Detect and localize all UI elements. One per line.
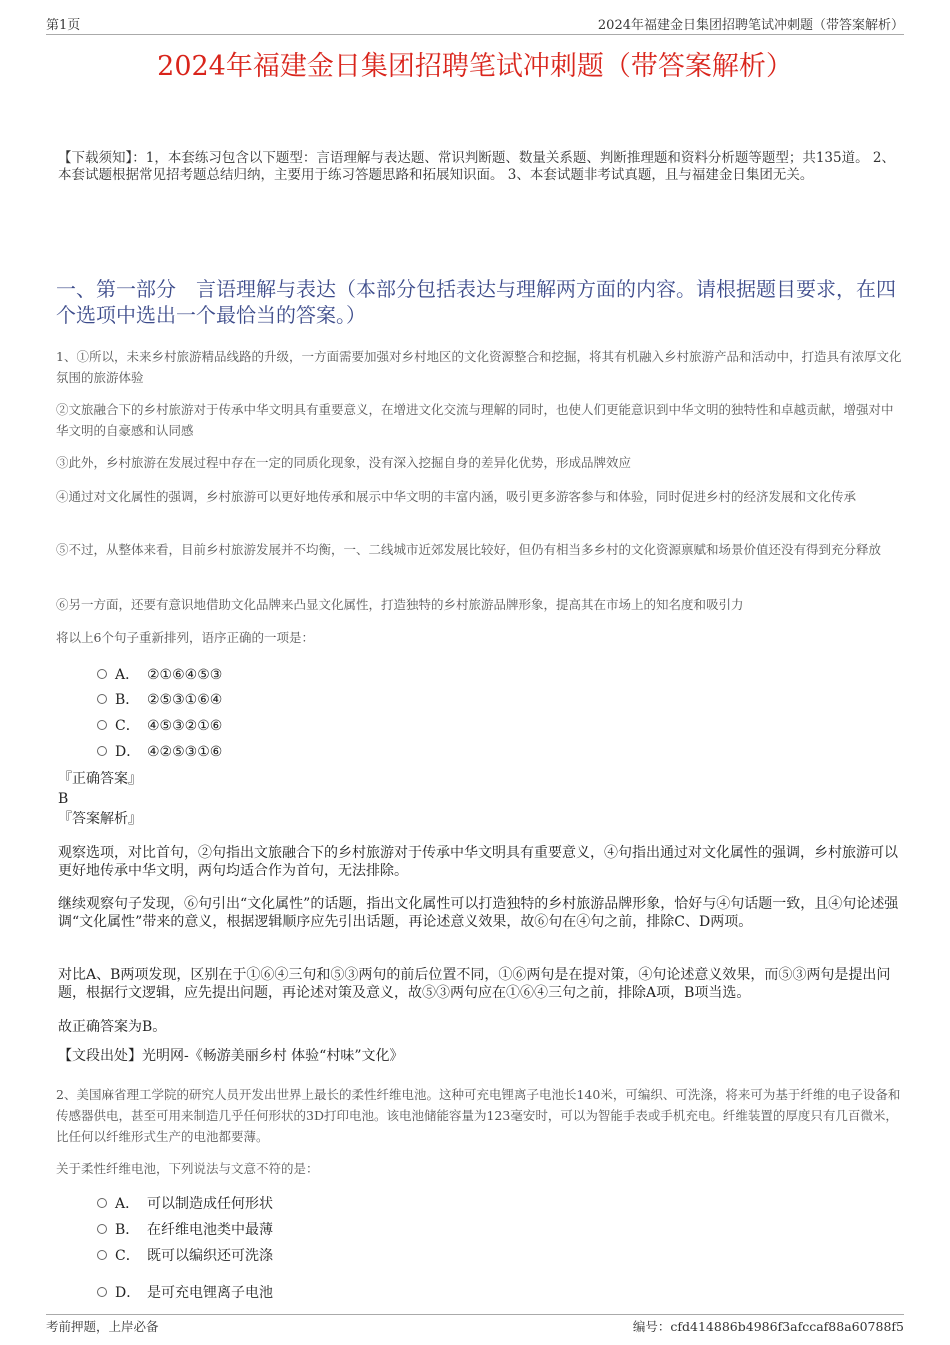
radio-icon[interactable]	[97, 1224, 107, 1234]
radio-icon[interactable]	[97, 1250, 107, 1260]
page-number: 第1页	[46, 18, 81, 33]
q1-sentence-5: ⑤不过，从整体来看，目前乡村旅游发展并不均衡，一、二线城市近郊发展比较好，但仍有相当多乡村的文化资源禀赋和场景价值还没有得到充分释放	[56, 542, 882, 557]
footer-slogan: 考前押题，上岸必备	[46, 1319, 159, 1334]
radio-icon[interactable]	[97, 669, 107, 679]
analysis-paragraph-1: 观察选项，对比首句，②句指出文旅融合下的乡村旅游对于传承中华文明具有重要意义，④句指出通过对文化属性的强调，乡村旅游可以更好地传承中华文明，两句均适合作为首句，无法排除。	[58, 845, 898, 879]
q2-prompt: 关于柔性纤维电池，下列说法与文意不符的是：	[56, 1161, 319, 1176]
q1-sentence-2: ②文旅融合下的乡村旅游对于传承中华文明具有重要意义，在增进文化交流与理解的同时，也使人们更能意识到中华文明的独特性和卓越贡献，增强对中华文明的自豪感和认同感	[56, 402, 894, 438]
q1-sentence-3: ③此外，乡村旅游在发展过程中存在一定的同质化现象，没有深入挖掘自身的差异化优势，形成品牌效应	[56, 455, 632, 470]
q1-sentence-1: 1、①所以，未来乡村旅游精品线路的升级，一方面需要加强对乡村地区的文化资源整合和挖掘，将其有机融入乡村旅游产品和活动中，打造具有浓厚文化氛围的旅游体验	[56, 349, 902, 385]
radio-icon[interactable]	[97, 1287, 107, 1297]
page-title: 2024年福建金日集团招聘笔试冲刺题（带答案解析）	[157, 51, 793, 82]
radio-icon[interactable]	[97, 694, 107, 704]
answer-label: 『正确答案』	[58, 771, 142, 787]
q1-option-a[interactable]: A． ②①⑥④⑤③	[97, 665, 222, 685]
q1-sentence-4: ④通过对文化属性的强调，乡村旅游可以更好地传承和展示中华文明的丰富内涵，吸引更多游客参与和体验，同时促进乡村的经济发展和文化传承	[56, 489, 857, 504]
analysis-source: 【文段出处】光明网-《畅游美丽乡村 体验“村味”文化》	[58, 1048, 404, 1064]
section-title: 一、第一部分 言语理解与表达（本部分包括表达与理解两方面的内容。请根据题目要求，在四个选项中选出一个最恰当的答案。）	[56, 277, 896, 327]
q1-option-b[interactable]: B． ②⑤③①⑥④	[97, 690, 222, 710]
q2-option-d[interactable]: D． 是可充电锂离子电池	[97, 1283, 273, 1303]
radio-icon[interactable]	[97, 720, 107, 730]
q2-option-c[interactable]: C． 既可以编织还可洗涤	[97, 1246, 273, 1266]
page-footer	[46, 1314, 904, 1334]
q2-option-b[interactable]: B． 在纤维电池类中最薄	[97, 1220, 273, 1240]
q2-option-a[interactable]: A． 可以制造成任何形状	[97, 1194, 273, 1214]
page-header	[46, 14, 904, 35]
q1-prompt: 将以上6个句子重新排列，语序正确的一项是：	[56, 630, 314, 645]
download-notice: 【下载须知】：1，本套练习包含以下题型：言语理解与表达题、常识判断题、数量关系题、判断推理题和资料分析题等题型；共135道。 2、本套试题根据常见招考题总结归纳，主要用于练习答题思路和拓展知识面。 3、本套试题非考试真题，且与福建金日集团无关。	[58, 150, 895, 183]
q2-stem: 2、美国麻省理工学院的研究人员开发出世界上最长的柔性纤维电池。这种可充电锂离子电池长140米，可编织、可洗涤，将来可为基于纤维的电子设备和传感器供电，甚至可用来制造几乎任何形状的3D打印电池。该电池储能容量为123毫安时，可以为智能手表或手机充电。纤维装置的厚度只有几百微米，比任何以纤维形式生产的电池都要薄。	[56, 1087, 901, 1144]
analysis-paragraph-3: 对比A、B两项发现，区别在于①⑥④三句和⑤③两句的前后位置不同，①⑥两句是在提对策，④句论述意义效果，而⑤③两句是提出问题，根据行文逻辑，应先提出问题，再论述对策及意义，故⑤③两句应在①⑥④三句之前，排除A项，B项当选。	[58, 967, 891, 1001]
analysis-label: 『答案解析』	[58, 811, 142, 827]
q1-option-d[interactable]: D． ④②⑤③①⑥	[97, 742, 222, 762]
footer-code: 编号：cfd414886b4986f3afccaf88a60788f5	[632, 1319, 904, 1334]
radio-icon[interactable]	[97, 1198, 107, 1208]
answer-value: B	[58, 791, 69, 807]
analysis-conclusion: 故正确答案为B。	[58, 1019, 167, 1035]
analysis-paragraph-2: 继续观察句子发现，⑥句引出“文化属性”的话题，指出文化属性可以打造独特的乡村旅游品牌形象，恰好与④句话题一致，且④句论述强调“文化属性”带来的意义，根据逻辑顺序应先引出话题，再论述意义效果，故⑥句在④句之前，排除C、D两项。	[58, 896, 899, 930]
q1-option-c[interactable]: C． ④⑤③②①⑥	[97, 716, 222, 736]
q1-sentence-6: ⑥另一方面，还要有意识地借助文化品牌来凸显文化属性，打造独特的乡村旅游品牌形象，提高其在市场上的知名度和吸引力	[56, 597, 744, 612]
radio-icon[interactable]	[97, 746, 107, 756]
header-doc-title: 2024年福建金日集团招聘笔试冲刺题（带答案解析）	[597, 18, 904, 33]
